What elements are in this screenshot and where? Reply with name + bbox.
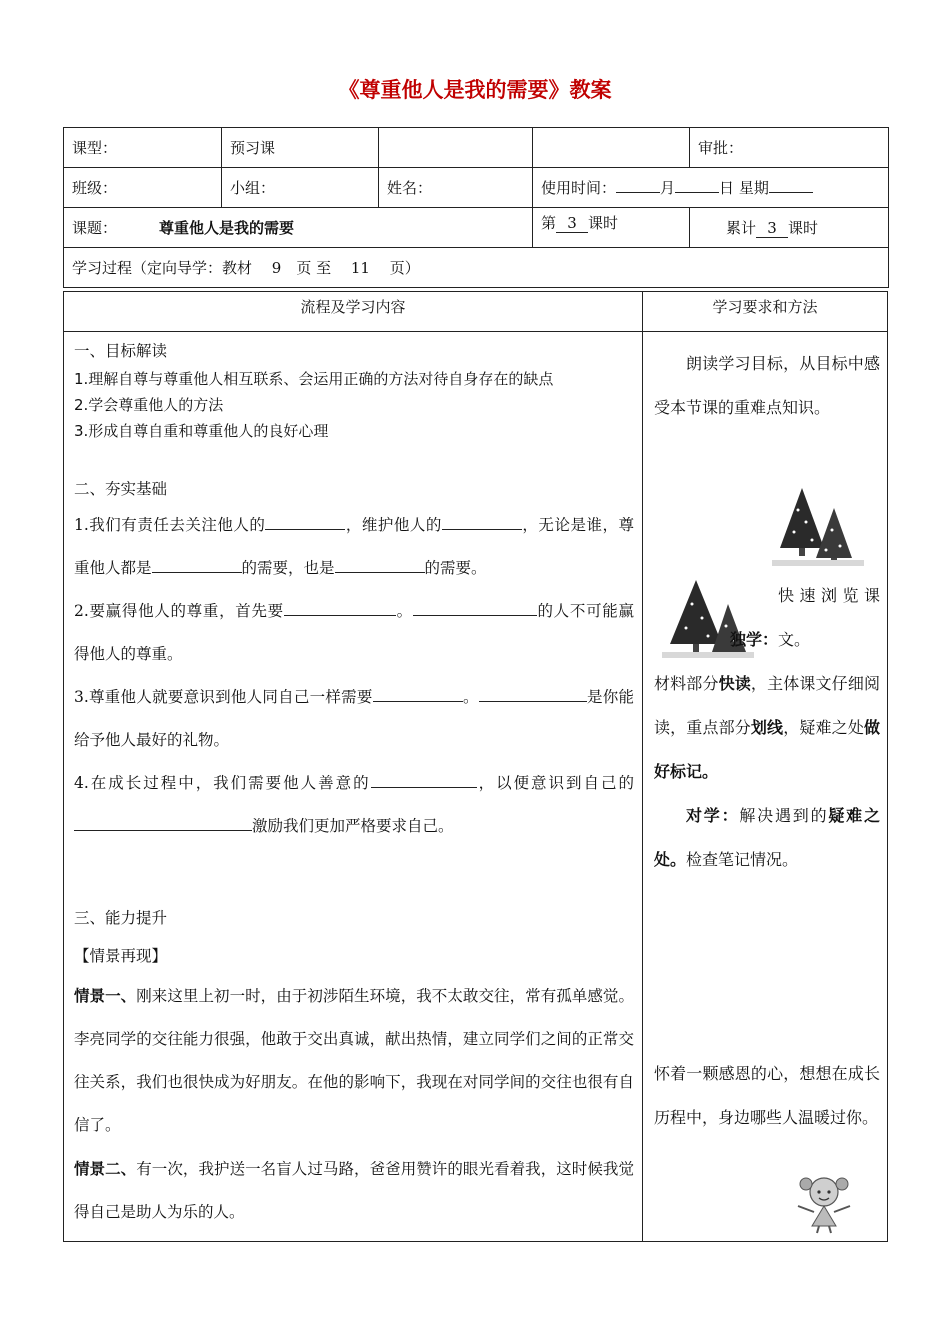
objective-item: 2.学会尊重他人的方法: [74, 396, 224, 414]
section1-heading: 一、目标解读: [74, 342, 168, 360]
left-content: [74, 334, 634, 1234]
objective-item: 3.形成自尊自重和尊重他人的良好心理: [74, 422, 329, 440]
time-field: 使用时间： 月 日 星期: [533, 168, 889, 208]
total-field: 累计 3 课时: [690, 208, 889, 248]
method-2: 独学：快速浏览课文。 材料部分快读，主体课文仔细阅读，重点部分划线，疑难之处做好标记。 对学：解决遇到的疑难之处。检查笔记情况。: [654, 586, 880, 869]
topic-value: 尊重他人是我的需要: [159, 219, 295, 237]
method-1: 朗读学习目标，从目标中感受本节课的重难点知识。: [654, 354, 880, 417]
approve-label: 审批：: [690, 128, 889, 168]
topic-field: 课题： 尊重他人是我的需要: [64, 208, 533, 248]
scenario-2: 情景二、有一次，我护送一名盲人过马路，爸爸用赞许的眼光看着我，这时候我觉得自己是助人为乐的人。: [74, 1159, 634, 1221]
page-title: 《尊重他人是我的需要》教案: [338, 77, 612, 102]
section2-heading: 二、夯实基础: [74, 480, 168, 498]
question-1: 1.我们有责任去关注他人的 ，维护他人的 ，无论是谁，尊重他人都是 的需要，也是 的需要。: [74, 516, 634, 577]
header-table: [63, 127, 889, 288]
name-label: 姓名：: [379, 168, 533, 208]
left-column-header: 流程及学习内容: [64, 292, 642, 332]
type-value: 预习课: [222, 128, 379, 168]
class-label: 班级：: [64, 168, 222, 208]
right-column-header: 学习要求和方法: [643, 292, 887, 332]
cartoon-girl-icon: [788, 1172, 860, 1234]
scenario-1: 情景一、刚来这里上初一时，由于初涉陌生环境，我不太敢交往，常有孤单感觉。李亮同学的交往能力很强，他敢于交出真诚，献出热情，建立同学们之间的正常交往关系，我们也很快成为好朋友。在他的影响下，我现在对同学间的交往也很有自信了。: [74, 986, 634, 1134]
group-label: 小组：: [222, 168, 379, 208]
objective-item: 1.理解自尊与尊重他人相互联系、会运用正确的方法对待自身存在的缺点: [74, 370, 554, 388]
section3-heading: 三、能力提升: [74, 909, 168, 927]
method-3: 怀着一颗感恩的心，想想在成长历程中，身边哪些人温暖过你。: [654, 1064, 880, 1127]
type-label: 课型：: [64, 128, 222, 168]
scenario-subheading: 【情景再现】: [74, 947, 168, 965]
content-table: [63, 291, 888, 1242]
question-2: 2.要赢得他人的尊重，首先要 。 的人不可能赢得他人的尊重。: [74, 602, 634, 663]
process-row: 学习过程（定向导学：教材 9 页 至 11 页）: [64, 248, 889, 288]
snow-tree-icon: [772, 486, 864, 568]
question-4: 4.在成长过程中，我们需要他人善意的 ，以便意识到自己的激励我们更加严格要求自己。: [74, 774, 634, 835]
period-field: 第 3 课时: [533, 208, 690, 248]
question-3: 3.尊重他人就要意识到他人同自己一样需要 。 是你能给予他人最好的礼物。: [74, 688, 634, 749]
